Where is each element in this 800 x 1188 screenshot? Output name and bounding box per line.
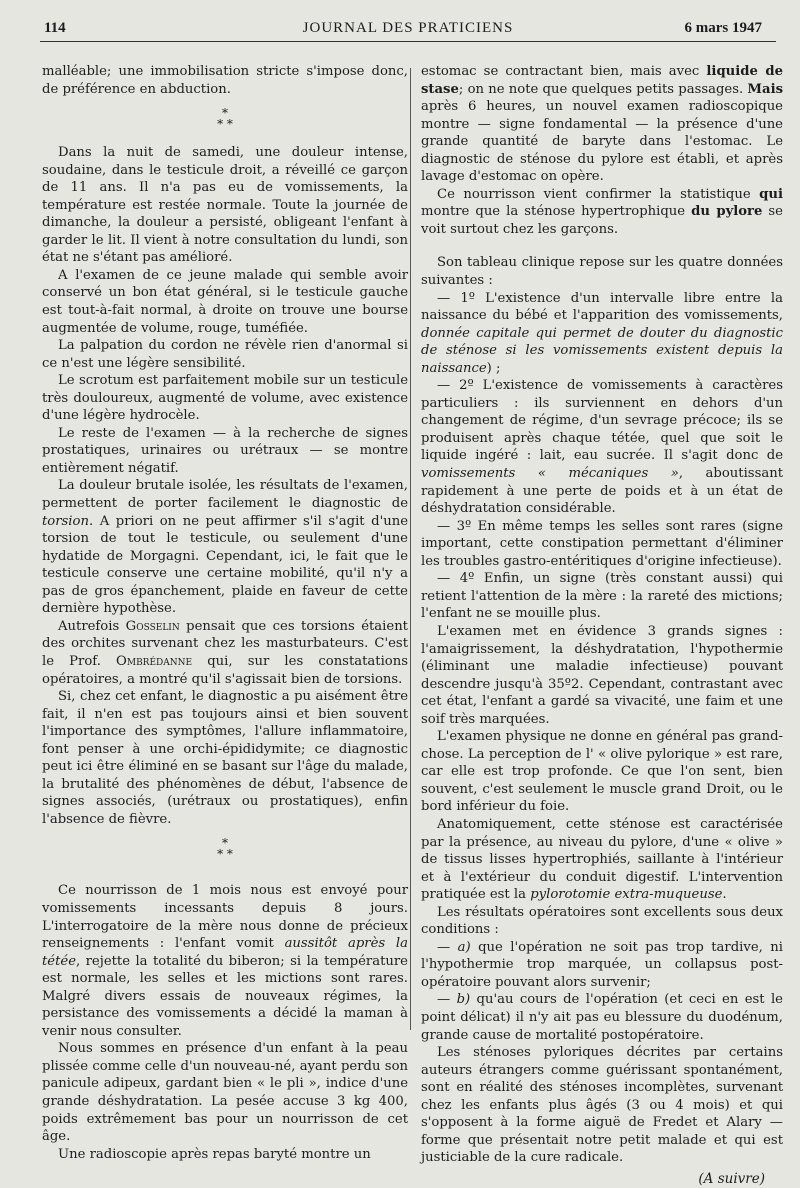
paragraph (42, 477, 408, 617)
text-run: . A priori on ne peut affirmer s'il s'agit d'une torsion de tout le testicule, ou seulement d'une hydatide de Morgagni. Cependant, ici, le fait que le testicule conserve une certaine mobilité, qu'il n'y a pas de gros épanchement, plaide en faveur de cette dernière hypothèse. (42, 513, 408, 617)
italic-phrase: aussitôt après la tétée (42, 936, 408, 969)
paragraph (421, 816, 783, 904)
page-number: 114 (44, 20, 66, 36)
text-run: qui, sur les constatations opératoires, a montré qu'il s'agissait bien de torsions. (42, 653, 408, 687)
text-run: — 1º L'existence d'un intervalle libre entre la naissance du bébé et l'apparition des vomissements, (421, 290, 783, 324)
text-run: que l'opération ne soit pas trop tardive, ni l'hypothermie trop marquée, un collapsus post-opératoire pouvant alors survenir; (421, 939, 783, 990)
continued-note: (A suivre) (698, 1170, 765, 1187)
text-run: après 6 heures, un nouvel examen radioscopique montre — signe fondamental — la présence d'une grande quantité de baryte dans l'estomac. Le diagnostic de sténose du pylore est établi, et après lavage d'estomac on opère. (421, 99, 783, 185)
bold-term: Mais (747, 81, 783, 97)
italic-phrase: vomissements « mécaniques » (421, 466, 679, 482)
text-run: — (437, 939, 458, 955)
bold-term: liquide de stase (421, 64, 783, 97)
text-run: Ce nourrisson de 1 mois nous est envoyé pour vomissements incessants depuis 8 jours. L'interrogatoire de la mère nous donne de précieux renseignements : l'enfant vomit (42, 883, 408, 952)
issue-date: 6 mars 1947 (684, 20, 762, 36)
paragraph: L'examen met en évidence 3 grands signes : l'amaigrissement, la déshydratation, l'hypothermie (éliminant une maladie infectieuse) pouvant descendre jusqu'à 35º2. Cependant, contrastant avec cet état, l'enfant a gardé sa vivacité, une faim et une soif très marquées. (421, 623, 783, 727)
section-separator (42, 838, 408, 860)
text-run: pensait que ces torsions étaient des orchites survenant chez les masturbateurs. C'est le Prof. (42, 618, 408, 669)
paragraph: Les résultats opératoires sont excellents sous deux conditions : (421, 904, 783, 938)
text-run: ; on ne note que quelques petits passages. (458, 81, 748, 97)
text-run: estomac se contractant bien, mais avec (421, 64, 707, 79)
text-run: se voit surtout chez les garçons. (421, 204, 783, 237)
paragraph (421, 186, 783, 239)
column-divider (410, 68, 411, 1030)
header-rule (40, 41, 776, 42)
text-run: — (437, 992, 457, 1008)
right-column (421, 63, 783, 1188)
text-run: qu'au cours de l'opération (et ceci en est le point délicat) il n'y ait pas eu blessure du duodénum, grande cause de mortalité postopératoire. (421, 992, 783, 1043)
separator-stars: * * (217, 117, 233, 132)
paragraph: La palpation du cordon ne révèle rien d'anormal si ce n'est une légère sensibilité. (42, 338, 408, 371)
paragraph: Nous sommes en présence d'un enfant à la peau plissée comme celle d'un nouveau-né, ayant perdu son panicule adipeux, gardant bien « le pli », indice d'une grande déshydratation. La pesée accuse 3 kg 400, poids extrêmement bas pour un nourrisson de cet âge. (42, 1041, 408, 1145)
text-run: . (722, 887, 727, 903)
list-item (421, 939, 783, 992)
paragraph (421, 63, 783, 186)
spacer (421, 238, 783, 254)
separator-star: * (222, 106, 228, 121)
text-run: Ce nourrisson vient confirmer la statistique (437, 186, 760, 202)
paragraph: Une radioscopie après repas baryté montre un (58, 1146, 371, 1162)
paragraph (42, 618, 408, 688)
list-item (421, 991, 783, 1044)
paragraph: Le scrotum est parfaitement mobile sur un testicule très douloureux, augmenté de volume, avec existence d'une légère hydrocèle. (42, 373, 408, 424)
text-run: ) ; (486, 360, 501, 376)
paragraph: malléable; une immobilisation stricte s'impose donc, de préférence en abduction. (42, 64, 408, 97)
list-item (421, 377, 783, 517)
text-run: Autrefois (58, 618, 126, 634)
bold-term: du pylore (691, 204, 763, 220)
paragraph: A l'examen de ce jeune malade qui semble avoir conservé un bon état général, si le testicule gauche est tout-à-fait normal, à droite on trouve une bourse augmentée de volume, rouge, tuméfiée. (42, 267, 408, 336)
journal-title: JOURNAL DES PRATICIENS (302, 20, 514, 36)
text-run: Anatomiquement, cette sténose est caractérisée par la présence, au niveau du pylore, d'une « olive » de tissus lisses hypertrophiés, saillante à l'intérieur et à l'extérieur du conduit digestif. L'intervention pratiquée est la (421, 816, 783, 903)
left-column (42, 63, 408, 1163)
author-name: Gosselin (125, 618, 180, 634)
italic-marker: b) (456, 992, 471, 1008)
separator-star: * (222, 836, 228, 851)
bold-term: qui (759, 186, 783, 202)
section-separator (42, 108, 408, 130)
separator-stars: * * (217, 847, 233, 862)
paragraph (42, 882, 408, 1040)
list-item: — 4º Enfin, un signe (très constant aussi) qui retient l'attention de la mère : la rareté des mictions; l'enfant ne se mouille plus. (421, 571, 783, 622)
paragraph: Les sténoses pyloriques décrites par certains auteurs étrangers comme guérissant spontanément, sont en réalité des sténoses incomplètes, survenant chez les enfants plus âgés (3 ou 4 mois) et qui s'opposent à la forme aiguë de Fredet et Alary — forme que présentait notre petit malade et qui est justiciable de la cure radicale. (421, 1045, 783, 1166)
italic-term: torsion (42, 513, 89, 529)
text-run: , rejette la totalité du biberon; si la température est normale, les selles et les mictions sont rares. Malgré divers essais de nouveaux régimes, la persistance des vomissements a décidé la maman à venir nous consulter. (42, 953, 408, 1039)
text-run: , aboutissant rapidement à une perte de poids et à un état de déshydratation considérable. (421, 466, 783, 517)
paragraph: L'examen physique ne donne en général pas grand-chose. La perception de l' « olive pylorique » est rare, car elle est trop profonde. Ce que l'on sent, bien souvent, c'est seulement le muscle grand Droit, ou le bord inférieur du foie. (421, 729, 783, 815)
text-run: La douleur brutale isolée, les résultats de l'examen, permettent de porter facilement le diagnostic de (42, 478, 408, 512)
text-run: montre que la sténose hypertrophique (421, 204, 692, 220)
paragraph: Son tableau clinique repose sur les quatre données suivantes : (421, 255, 783, 289)
text-run: — 2º L'existence de vomissements à caractères particuliers : ils surviennent en dehors d'un changement de régime, d'un sevrage précoce; ils se produisent après chaque tétée, quel que soit le liquide ingéré : lait, eau sucrée. Il s'agit donc de (421, 378, 783, 464)
paragraph: Si, chez cet enfant, le diagnostic a pu aisément être fait, il n'en est pas toujours ainsi et bien souvent l'importance des symptômes, l'allure inflammatoire, font penser à une orchi-épididymite; ce diagnostic peut ici être éliminé en se basant sur l'âge du malade, la brutalité des phénomènes de début, l'absence de signes associés, (urétraux ou prostatiques), enfin l'absence de fièvre. (42, 689, 408, 827)
paragraph: Le reste de l'examen — à la recherche de signes prostatiques, urinaires ou urétraux — se montre entièrement négatif. (42, 425, 408, 476)
list-item: — 3º En même temps les selles sont rares (signe important, cette constipation permettant d'éliminer les troubles gastro-entéritiques d'origine infectieuse). (421, 518, 783, 569)
page-header (40, 16, 776, 42)
italic-phrase: pylorotomie extra-muqueuse (530, 887, 723, 903)
list-item (421, 290, 783, 378)
italic-phrase: donnée capitale qui permet de douter du diagnostic de sténose si les vomissements existent depuis la naissance (421, 325, 783, 376)
author-name: Ombrédanne (116, 653, 193, 669)
italic-marker: a) (457, 939, 471, 955)
paragraph: Dans la nuit de samedi, une douleur intense, soudaine, dans le testicule droit, a réveillé ce garçon de 11 ans. Il n'a pas eu de vomissements, la température est restée normale. Toute la journée de dimanche, la douleur a persisté, obligeant l'enfant à garder le lit. Il vient à notre consultation du lundi, son état ne s'étant pas amélioré. (42, 145, 408, 266)
